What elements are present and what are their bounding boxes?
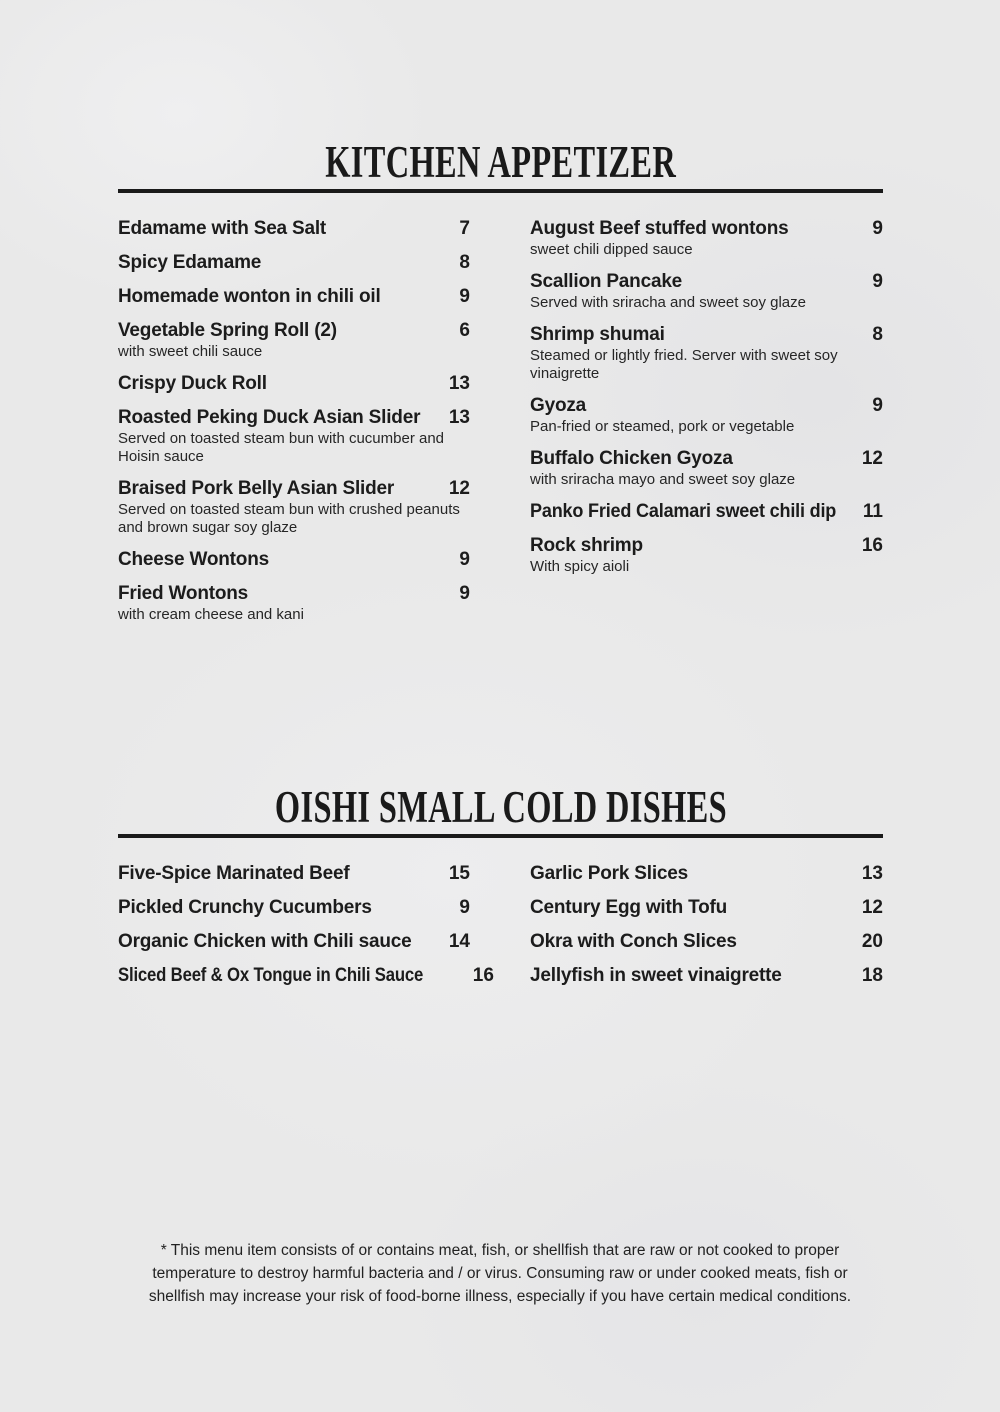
- section-title-text: OISHI SMALL COLD DISHES: [274, 782, 727, 832]
- item-price: 12: [861, 897, 883, 918]
- menu-item: [530, 324, 883, 383]
- item-price: 8: [872, 324, 883, 345]
- item-price: 14: [448, 931, 470, 952]
- menu-item: [530, 965, 883, 987]
- item-description: with sweet chili sauce: [118, 343, 263, 360]
- item-name: Jellyfish in sweet vinaigrette: [530, 965, 782, 986]
- item-name: Crispy Duck Roll: [118, 373, 267, 394]
- section-kitchen-appetizer: [118, 0, 883, 636]
- item-name: Cheese Wontons: [118, 549, 269, 570]
- item-name: Sliced Beef & Ox Tongue in Chili Sauce: [118, 965, 424, 986]
- disclaimer-line: shellfish may increase your risk of food-borne illness, especially if you have certain medical conditions.: [148, 1288, 852, 1305]
- item-name: Homemade wonton in chili oil: [118, 286, 381, 307]
- item-name: Shrimp shumai: [530, 324, 665, 345]
- section-columns: [118, 218, 883, 636]
- item-price: 9: [459, 583, 470, 604]
- item-name: Rock shrimp: [530, 535, 643, 556]
- item-name: August Beef stuffed wontons: [530, 218, 789, 239]
- menu-column-left: [118, 863, 494, 999]
- menu-item: [530, 271, 883, 312]
- item-description: Served on toasted steam bun with cucumber and Hoisin sauce: [118, 430, 445, 465]
- item-name: Buffalo Chicken Gyoza: [530, 448, 733, 469]
- menu-column-left: [118, 218, 470, 636]
- item-price: 12: [861, 448, 883, 469]
- item-price: 13: [448, 373, 470, 394]
- menu-item: [530, 501, 883, 523]
- item-name: Okra with Conch Slices: [530, 931, 737, 952]
- menu-item: [118, 931, 470, 953]
- item-price: 9: [872, 218, 883, 239]
- item-description: Served with sriracha and sweet soy glaze: [530, 294, 806, 311]
- item-name: Braised Pork Belly Asian Slider: [118, 478, 395, 499]
- menu-column-right: [530, 863, 883, 999]
- item-price: 12: [448, 478, 470, 499]
- menu-item: [530, 863, 883, 885]
- section-title: [118, 137, 883, 187]
- item-name: Organic Chicken with Chili sauce: [118, 931, 412, 952]
- item-description: Steamed or lightly fried. Server with sweet soy vinaigrette: [530, 347, 838, 382]
- item-name: Five-Spice Marinated Beef: [118, 863, 350, 884]
- menu-item: [118, 407, 470, 466]
- menu-item: [530, 395, 883, 436]
- menu-item: [530, 448, 883, 489]
- item-name: Pickled Crunchy Cucumbers: [118, 897, 372, 918]
- item-price: 7: [459, 218, 470, 239]
- menu-item: [118, 965, 494, 987]
- item-name: Panko Fried Calamari sweet chili dip: [530, 501, 837, 522]
- menu-item: [118, 286, 470, 308]
- menu-item: [530, 218, 883, 259]
- item-price: 20: [861, 931, 883, 952]
- item-price: 8: [459, 252, 470, 273]
- item-name: Garlic Pork Slices: [530, 863, 688, 884]
- menu-item: [118, 320, 470, 361]
- section-title: [118, 782, 883, 832]
- menu-item: [530, 931, 883, 953]
- menu-item: [118, 218, 470, 240]
- item-name: Gyoza: [530, 395, 587, 416]
- item-price: 9: [459, 897, 470, 918]
- item-description: sweet chili dipped sauce: [530, 241, 693, 258]
- disclaimer-line: * This menu item consists of or contains meat, fish, or shellfish that are raw or not cooked to proper: [160, 1242, 840, 1259]
- item-price: 16: [472, 965, 494, 986]
- item-name: Fried Wontons: [118, 583, 249, 604]
- item-description: Pan-fried or steamed, pork or vegetable: [530, 418, 795, 435]
- item-price: 9: [459, 549, 470, 570]
- item-description: Served on toasted steam bun with crushed peanuts and brown sugar soy glaze: [118, 501, 460, 536]
- section-oishi-small-cold-dishes: [118, 782, 883, 999]
- disclaimer-line: temperature to destroy harmful bacteria and / or virus. Consuming raw or under cooked meats, fish or: [152, 1265, 848, 1282]
- item-price: 13: [861, 863, 883, 884]
- item-name: Roasted Peking Duck Asian Slider: [118, 407, 421, 428]
- item-name: Vegetable Spring Roll (2): [118, 320, 337, 341]
- item-price: 15: [448, 863, 470, 884]
- disclaimer: [0, 1239, 1000, 1308]
- item-name: Scallion Pancake: [530, 271, 683, 292]
- section-title-text: KITCHEN APPETIZER: [325, 137, 676, 187]
- item-description: With spicy aioli: [530, 558, 630, 575]
- item-price: 9: [872, 395, 883, 416]
- item-name: Spicy Edamame: [118, 252, 262, 273]
- item-description: with sriracha mayo and sweet soy glaze: [530, 471, 796, 488]
- section-divider: [118, 834, 883, 838]
- menu-content: [118, 0, 883, 999]
- item-price: 11: [862, 501, 883, 522]
- item-price: 9: [872, 271, 883, 292]
- item-name: Century Egg with Tofu: [530, 897, 728, 918]
- menu-item: [530, 535, 883, 576]
- menu-item: [118, 549, 470, 571]
- menu-item: [118, 252, 470, 274]
- menu-item: [118, 478, 470, 537]
- section-divider: [118, 189, 883, 193]
- menu-item: [530, 897, 883, 919]
- menu-item: [118, 897, 470, 919]
- item-price: 16: [861, 535, 883, 556]
- menu-item: [118, 583, 470, 624]
- item-description: with cream cheese and kani: [118, 606, 304, 623]
- item-price: 9: [459, 286, 470, 307]
- item-price: 18: [861, 965, 883, 986]
- item-price: 6: [459, 320, 470, 341]
- menu-item: [118, 863, 470, 885]
- menu-item: [118, 373, 470, 395]
- item-name: Edamame with Sea Salt: [118, 218, 327, 239]
- menu-column-right: [530, 218, 883, 636]
- section-columns: [118, 863, 883, 999]
- item-price: 13: [448, 407, 470, 428]
